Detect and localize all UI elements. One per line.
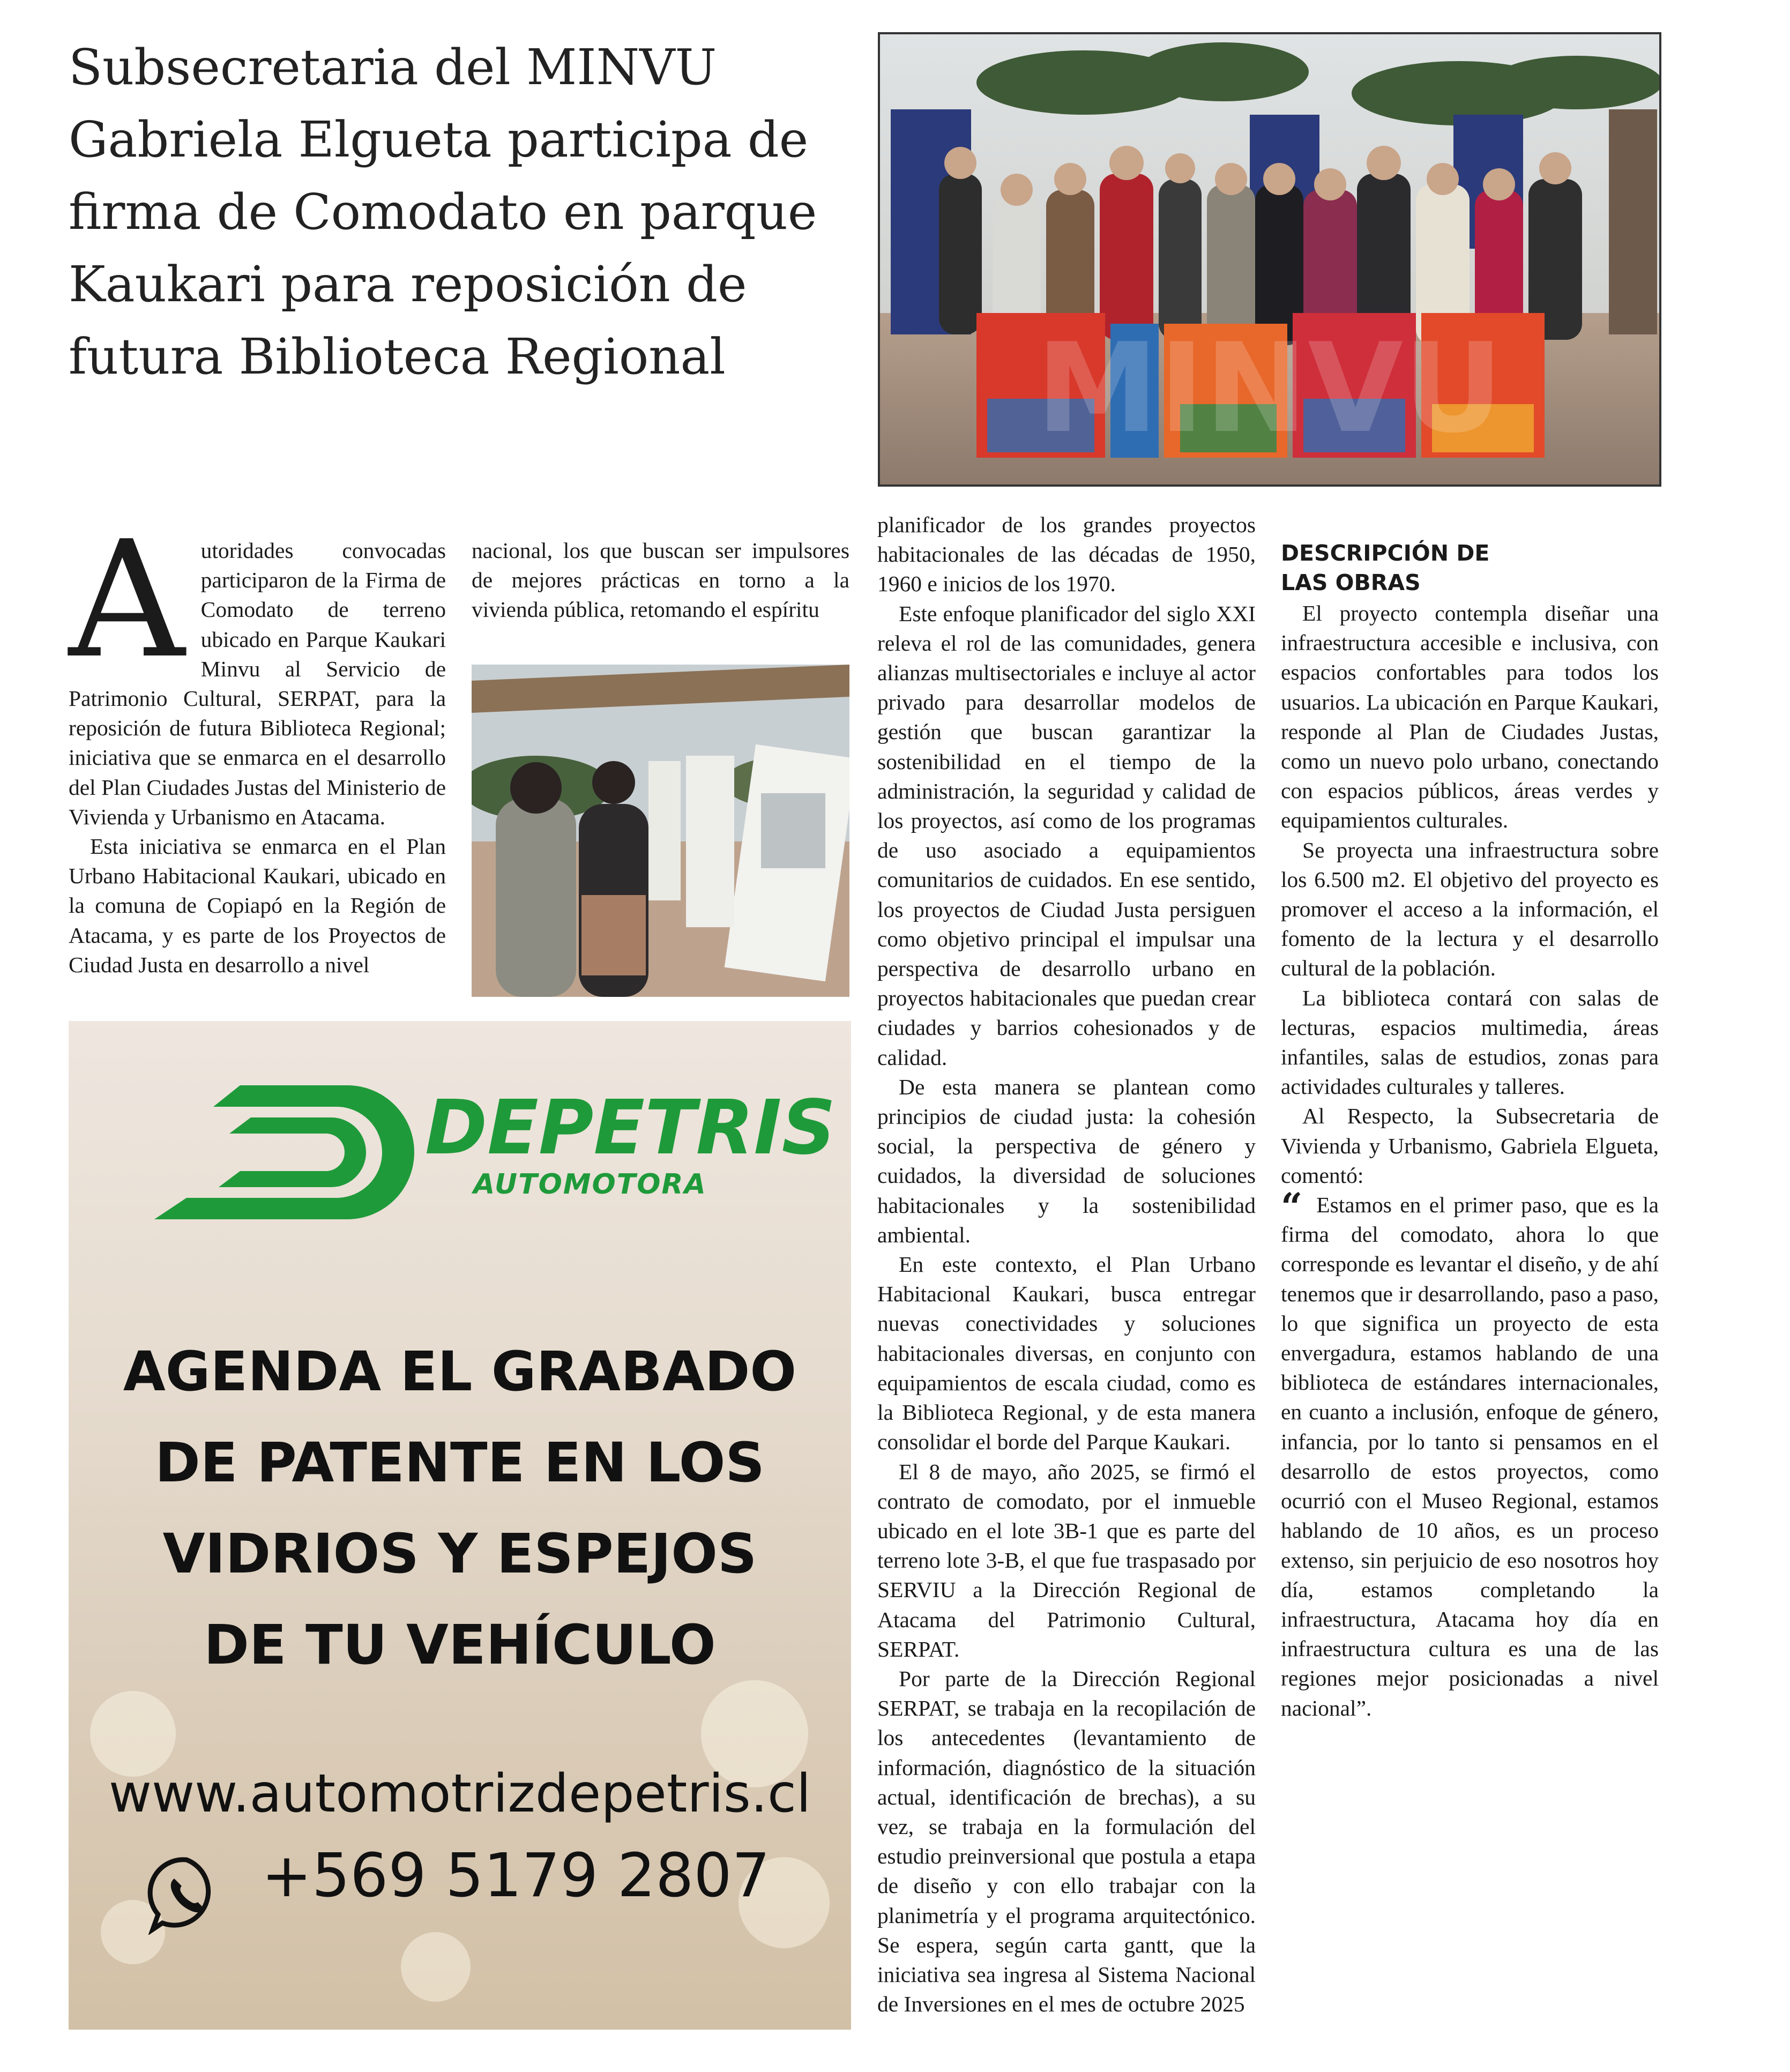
top-photo <box>878 32 1661 487</box>
paragraph: En este contexto, el Plan Urbano Habitacional Kaukari, busca entregar nuevas conectividades y soluciones habitacionales diversas, en conjunto con equipamientos de escala ciudad, como es la Biblioteca Regional, y de esta manera consolidar el borde del Parque Kaukari. <box>877 1252 1256 1455</box>
paragraph: El 8 de mayo, año 2025, se firmó el contrato de comodato, por el inmueble ubicado en el lote 3B-1 que es parte del terreno lote 3-B, el que fue traspasado por SERVIU a la Dirección Regional de Atacama del Patrimonio Cultural, SERPAT. <box>877 1459 1256 1661</box>
depetris-advertisement[interactable] <box>69 1021 851 2030</box>
paragraph: La biblioteca contará con salas de lecturas, espacios multimedia, áreas infantiles, salas de estudios, zonas para actividades culturales y talleres. <box>1281 985 1659 1099</box>
paragraph: Al Respecto, la Subsecretaria de Vivienda y Urbanismo, Gabriela Elgueta, comentó: <box>1281 1104 1659 1188</box>
drop-cap: A <box>69 506 185 694</box>
depetris-logo-icon <box>154 1085 422 1219</box>
ad-headline-line: VIDRIOS Y ESPEJOS <box>162 1522 757 1586</box>
group-photo-illustration <box>880 34 1659 485</box>
article-column-4 <box>1281 539 1659 1723</box>
headline: Subsecretaria del MINVU Gabriela Elgueta participa de firma de Comodato en parque Kaukari para reposición de futura Biblioteca Regional <box>69 39 817 385</box>
article-column-3 <box>877 510 1256 2019</box>
paragraph: planificador de los grandes proyectos habitacionales de las décadas de 1950, 1960 e inicios de los 1970. <box>877 512 1256 597</box>
paragraph: Esta iniciativa se enmarca en el Plan Urbano Habitacional Kaukari, ubicado en la comuna de Copiapó en la Región de Atacama, y es parte de los Proyectos de Ciudad Justa en desarrollo a nivel <box>69 834 446 977</box>
quote-text: Estamos en el primer paso, que es la firma del comodato, ahora lo que corresponde es levantar el diseño, y de ahí tenemos que ir desarrollando, paso a paso, lo que significa un proyecto de esta envergadura, estamos hablando de una biblioteca de estándares internacionales, en cuanto a inclusión, enfoque de género, infancia, por lo tanto si pensamos en el desarrollo de estos proyectos, como ocurrió con el Museo Regional, estamos hablando de 10 años, es un proceso extenso, sin perjuicio de eso nosotros hoy día, estamos completando la infraestructura, Atacama hoy día en infraestructura cultura es una de las regiones mejor posicionadas a nivel nacional”. <box>1281 1192 1659 1720</box>
exhibit-photo <box>472 665 849 997</box>
quote-mark-icon: “ <box>1281 1184 1303 1229</box>
section-heading: DESCRIPCIÓN DE LAS OBRAS <box>1281 540 1490 595</box>
quote-paragraph <box>1281 1184 1659 1723</box>
paragraph: nacional, los que buscan ser impulsores de mejores prácticas en torno a la vivienda pública, retomando el espíritu <box>472 538 849 622</box>
paragraph: El proyecto contempla diseñar una infraestructura accesible e inclusiva, con espacios confortables para todos los usuarios. La ubicación en Parque Kaukari, responde al Plan de Ciudades Justas, como un nuevo polo urbano, conectando con espacios públicos, áreas verdes y equipamientos culturales. <box>1281 601 1659 833</box>
minvu-sign-text: MINVU <box>1036 317 1503 460</box>
paragraph: Por parte de la Dirección Regional SERPAT, se trabaja en la recopilación de los antecedentes (levantamiento de información, diagnóstico de la situación actual, identificación de brechas), a su vez, se trabaja en la formulación del estudio preinversional que postula a etapa de diseño y con ello trabajar con la planimetría y el programa arquitectónico. Se espera, según carta gantt, que la iniciativa sea ingresa al Sistema Nacional de Inversiones en el mes de octubre 2025 <box>877 1666 1256 2017</box>
minvu-sign <box>976 313 1545 460</box>
ad-phone-number[interactable]: +569 5179 2807 <box>262 1841 770 1911</box>
paragraph: De esta manera se plantean como principios de ciudad justa: la cohesión social, la perspectiva de género y cuidados, la diversidad de soluciones habitacionales y la sostenibilidad ambiental. <box>877 1074 1256 1247</box>
ad-headline-line: DE PATENTE EN LOS <box>155 1431 765 1495</box>
exhibit-photo-illustration <box>472 665 849 997</box>
brand-name: DEPETRIS <box>425 1084 836 1172</box>
ad-website-link[interactable]: www.automotrizdepetris.cl <box>108 1763 811 1824</box>
ad-headline-line: AGENDA EL GRABADO <box>123 1340 797 1404</box>
article-column-2 <box>472 536 849 625</box>
brand-subtitle: AUTOMOTORA <box>473 1168 707 1201</box>
paragraph: Se proyecta una infraestructura sobre los 6.500 m2. El objetivo del proyecto es promover el acceso a la información, el fomento de la lectura y el desarrollo cultural de la población. <box>1281 837 1659 981</box>
ad-headline-line: DE TU VEHÍCULO <box>204 1613 716 1677</box>
paragraph: utoridades convocadas participaron de la Firma de Comodato de terreno ubicado en Parque Kaukari Minvu al Servicio de Patrimonio Cultural, SERPAT, para la reposición de futura Biblioteca Regional; iniciativa que se enmarca en el desarrollo del Plan Ciudades Justas del Ministerio de Vivienda y Urbanismo en Atacama. <box>69 538 446 829</box>
paragraph: Este enfoque planificador del siglo XXI releva el rol de las comunidades, genera alianzas multisectoriales e incluye al actor privado para desarrollar modelos de gestión que buscan garantizar la sostenibilidad en el tiempo de la administración, la seguridad y calidad de los proyectos, así como de los programas de uso asociado a equipamientos comunitarios de cuidados. En ese sentido, los proyectos de Ciudad Justa persiguen como objetivo principal el impulsar una perspectiva de desarrollo urbano en proyectos habitacionales que puedan crear ciudades y barrios cohesionados y de calidad. <box>877 601 1256 1070</box>
whatsapp-icon <box>146 1854 227 1935</box>
article-column-1 <box>69 506 446 980</box>
